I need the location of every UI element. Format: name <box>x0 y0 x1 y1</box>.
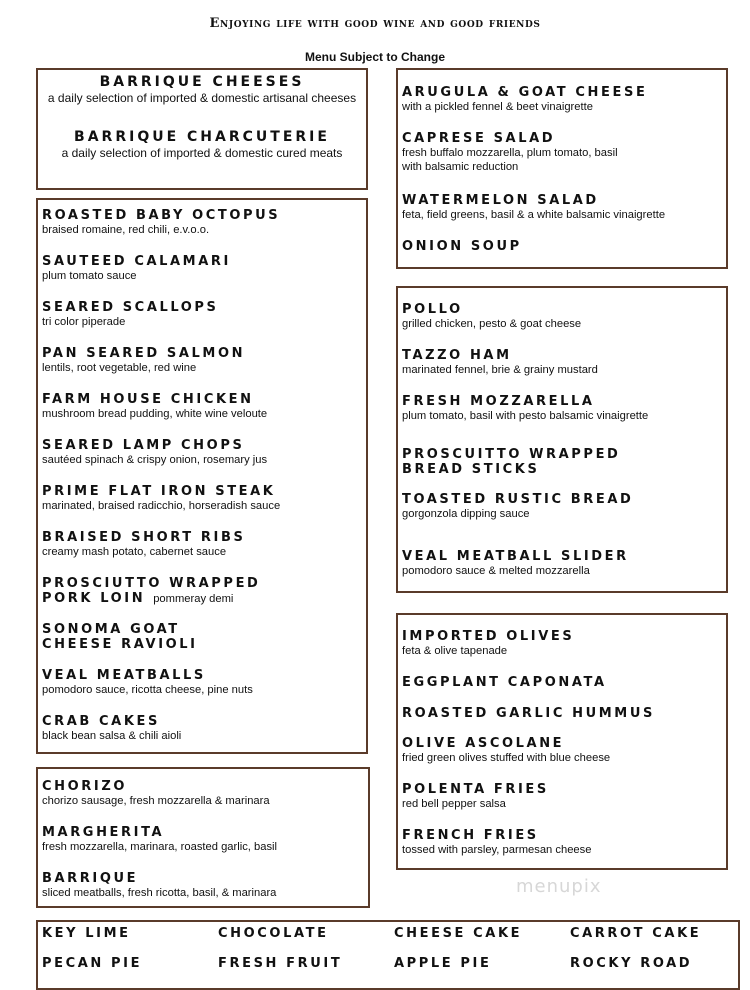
item-name-continued: PORK LOIN <box>42 591 146 606</box>
menu-item <box>42 346 362 375</box>
dessert-item: CHOCOLATE <box>218 926 329 941</box>
item-description: braised romaine, red chili, e.v.o.o. <box>42 224 210 236</box>
item-description: a daily selection of imported & domestic artisanal cheeses <box>47 91 357 105</box>
item-name-continued: CHEESE RAVIOLI <box>42 637 198 652</box>
entrees-section <box>36 198 368 754</box>
menu-item <box>42 779 364 808</box>
item-name-continued: BREAD STICKS <box>402 462 540 477</box>
menu-item <box>42 129 362 160</box>
item-name: VEAL MEATBALLS <box>42 668 206 683</box>
sides-section <box>396 613 728 870</box>
dessert-item: CARROT CAKE <box>570 926 702 941</box>
menu-item <box>42 576 362 607</box>
item-description: a daily selection of imported & domestic cured meats <box>61 146 343 160</box>
item-description: feta & olive tapenade <box>402 645 508 657</box>
item-name: ROASTED GARLIC HUMMUS <box>402 706 655 721</box>
item-description: marinated, braised radicchio, horseradish sauce <box>42 500 281 512</box>
item-name: TOASTED RUSTIC BREAD <box>402 492 634 507</box>
menu-item <box>402 782 722 811</box>
item-name: CAPRESE SALAD <box>402 131 556 146</box>
item-description: pomodoro sauce & melted mozzarella <box>402 565 590 577</box>
item-description: grilled chicken, pesto & goat cheese <box>402 318 582 330</box>
item-name: PROSCUITTO WRAPPED <box>402 447 621 462</box>
menu-item <box>42 825 364 854</box>
menu-item <box>42 392 362 421</box>
menu-item <box>402 706 722 721</box>
menu-item <box>42 484 362 513</box>
menu-item <box>402 193 722 222</box>
item-name: PROSCIUTTO WRAPPED <box>42 576 261 591</box>
menu-item <box>42 300 362 329</box>
item-name: FRENCH FRIES <box>402 828 539 843</box>
menu-tagline: Enjoying life with good wine and good friends <box>209 16 541 31</box>
item-name: PAN SEARED SALMON <box>42 346 246 361</box>
item-description: lentils, root vegetable, red wine <box>42 362 197 374</box>
watermark: menupix <box>516 876 602 897</box>
item-description: pommeray demi <box>153 593 234 605</box>
dessert-item: PECAN PIE <box>42 956 143 971</box>
menu-item <box>42 622 362 652</box>
menu-item <box>402 828 722 857</box>
menu-item <box>42 871 364 900</box>
dessert-item: CHEESE CAKE <box>394 926 523 941</box>
item-description: mushroom bread pudding, white wine veloute <box>42 408 268 420</box>
item-name: FRESH MOZZARELLA <box>402 394 595 409</box>
item-description: plum tomato, basil with pesto balsamic vinaigrette <box>402 410 649 422</box>
sandwiches-section <box>396 286 728 593</box>
dessert-item: FRESH FRUIT <box>218 956 343 971</box>
item-name: TAZZO HAM <box>402 348 512 363</box>
menu-item <box>402 394 722 423</box>
item-description: sliced meatballs, fresh ricotta, basil, & marinara <box>42 887 277 899</box>
dessert-item: APPLE PIE <box>394 956 492 971</box>
item-description: black bean salsa & chili aioli <box>42 730 182 742</box>
item-name: ROASTED BABY OCTOPUS <box>42 208 281 223</box>
item-description: marinated fennel, brie & grainy mustard <box>402 364 598 376</box>
item-name: WATERMELON SALAD <box>402 193 599 208</box>
menu-item <box>42 714 362 743</box>
item-description: fried green olives stuffed with blue cheese <box>402 752 611 764</box>
item-description: plum tomato sauce <box>42 270 137 282</box>
menu-item <box>42 438 362 467</box>
item-name: OLIVE ASCOLANE <box>402 736 565 751</box>
menu-item <box>42 208 362 237</box>
item-description: pomodoro sauce, ricotta cheese, pine nuts <box>42 684 253 696</box>
item-description: tossed with parsley, parmesan cheese <box>402 844 592 856</box>
item-description: fresh buffalo mozzarella, plum tomato, basil <box>402 147 618 159</box>
item-name: BARRIQUE CHEESES <box>99 74 305 90</box>
item-name: SEARED SCALLOPS <box>42 300 219 315</box>
item-name: VEAL MEATBALL SLIDER <box>402 549 629 564</box>
dessert-item: KEY LIME <box>42 926 131 941</box>
desserts-section <box>36 920 740 990</box>
boards-section <box>36 68 368 190</box>
item-description: gorgonzola dipping sauce <box>402 508 530 520</box>
item-name: BARRIQUE CHARCUTERIE <box>74 129 330 145</box>
item-name: CRAB CAKES <box>42 714 160 729</box>
item-name: SONOMA GOAT <box>42 622 180 637</box>
menu-item <box>402 629 722 658</box>
item-description: tri color piperade <box>42 316 126 328</box>
dessert-item: ROCKY ROAD <box>570 956 693 971</box>
menu-item <box>42 254 362 283</box>
menu-item <box>402 131 722 174</box>
item-description: feta, field greens, basil & a white balsamic vinaigrette <box>402 209 666 221</box>
item-description-line-2: with balsamic reduction <box>402 161 519 173</box>
item-name: CHORIZO <box>42 779 127 794</box>
menu-item <box>402 348 722 377</box>
item-description: with a pickled fennel & beet vinaigrette <box>402 101 593 113</box>
item-name: BARRIQUE <box>42 871 139 886</box>
menu-item <box>402 85 722 114</box>
menu-item <box>402 675 722 690</box>
item-description: red bell pepper salsa <box>402 798 506 810</box>
menu-item <box>402 492 722 521</box>
item-name: SAUTEED CALAMARI <box>42 254 231 269</box>
salads-section <box>396 68 728 269</box>
item-name-line-2 <box>42 591 362 607</box>
item-name: EGGPLANT CAPONATA <box>402 675 607 690</box>
pizzas-section <box>36 767 370 908</box>
item-description: fresh mozzarella, marinara, roasted garlic, basil <box>42 841 278 853</box>
menu-item <box>402 239 722 254</box>
item-name: ONION SOUP <box>402 239 522 254</box>
item-name: MARGHERITA <box>42 825 165 840</box>
menu-item <box>42 668 362 697</box>
item-name: POLENTA FRIES <box>402 782 549 797</box>
item-name: PRIME FLAT IRON STEAK <box>42 484 276 499</box>
menu-item <box>402 447 722 477</box>
item-name: IMPORTED OLIVES <box>402 629 575 644</box>
item-name: POLLO <box>402 302 463 317</box>
menu-item <box>42 530 362 559</box>
menu-item <box>402 736 722 765</box>
item-name: BRAISED SHORT RIBS <box>42 530 246 545</box>
item-description: chorizo sausage, fresh mozzarella & marinara <box>42 795 270 807</box>
item-description: sautéed spinach & crispy onion, rosemary jus <box>42 454 268 466</box>
item-name: SEARED LAMP CHOPS <box>42 438 245 453</box>
item-name: ARUGULA & GOAT CHEESE <box>402 85 648 100</box>
item-name: FARM HOUSE CHICKEN <box>42 392 254 407</box>
menu-item <box>42 74 362 105</box>
menu-item <box>402 549 722 578</box>
menu-item <box>402 302 722 331</box>
item-description: creamy mash potato, cabernet sauce <box>42 546 227 558</box>
menu-subject-note: Menu Subject to Change <box>304 50 445 64</box>
